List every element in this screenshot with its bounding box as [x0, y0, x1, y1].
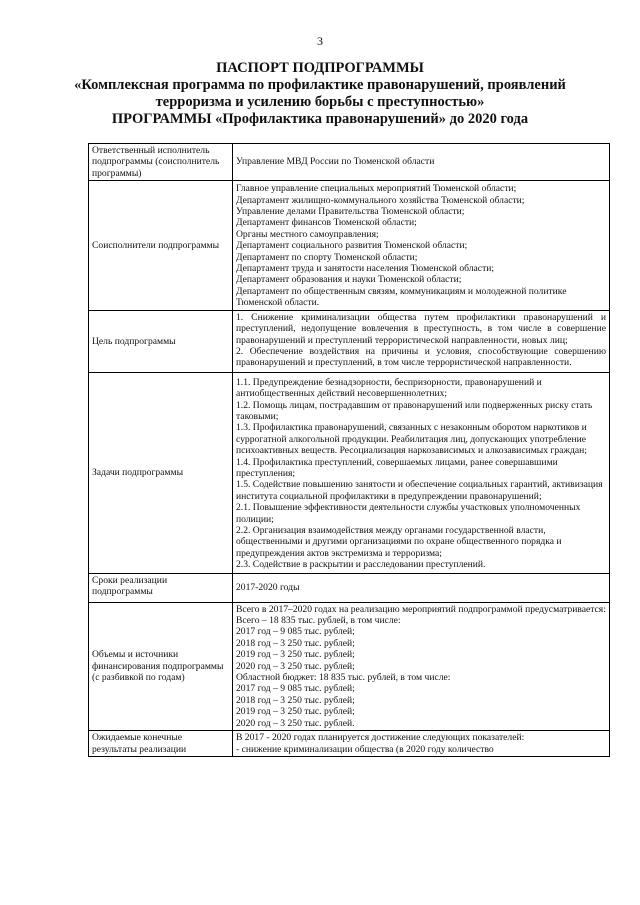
- list-item: 1. Снижение криминализации общества путем профилактики правонарушений и преступлений, недопущение вовлечения в преступность, в том числе в совершение правонарушений и преступлений террористической направленности, новых лиц;: [236, 311, 606, 346]
- label-funding: Объемы и источники финансирования подпрограммы (с разбивкой по годам): [89, 602, 233, 730]
- label-term: Сроки реализации подпрограммы: [89, 573, 233, 602]
- list-item: 2. Обеспечение воздействия на причины и условия, способствующие совершению правонарушений и преступлений, в том числе террористической направленности.: [236, 345, 606, 369]
- value-funding: [233, 602, 610, 730]
- results-line-1: В 2017 - 2020 годах планируется достижение следующих показателей:: [236, 732, 525, 744]
- value-tasks: [233, 372, 610, 573]
- list-item: Органы местного самоуправления;: [236, 228, 379, 240]
- list-item: Главное управление специальных мероприятий Тюменской области;: [236, 183, 517, 195]
- list-item: 1.4. Профилактика преступлений, совершаемых лицами, ранее совершавшими преступления;: [236, 456, 558, 479]
- list-item: 1.3. Профилактика правонарушений, связанных с незаконным оборотом наркотиков и суррогатной алкогольной продукции. Реабилитация лиц, допускающих употребление психоактивных веществ. Ресоциализация наркозависимых и алкозависимых граждан;: [236, 422, 587, 457]
- title-line-1: ПАСПОРТ ПОДПРОГРАММЫ: [216, 60, 424, 76]
- list-item: Департамент труда и занятости населения Тюменской области;: [236, 263, 495, 275]
- list-item: 2019 год – 3 250 тыс. рублей;: [236, 706, 355, 718]
- value-goal: [233, 310, 610, 372]
- page-number: 3: [317, 34, 323, 48]
- funding-regional: Областной бюджет: 18 835 тыс. рублей, в том числе:: [236, 672, 451, 684]
- list-item: 2018 год – 3 250 тыс. рублей;: [236, 637, 355, 649]
- value-term: 2017-2020 годы: [233, 573, 610, 602]
- list-item: Департамент социального развития Тюменской области;: [236, 240, 468, 252]
- list-item: 1.5. Содействие повышению занятости и обеспечение социальных гарантий, активизация института социальной профилактики в предупреждении правонарушений;: [236, 479, 603, 502]
- label-tasks: Задачи подпрограммы: [89, 372, 233, 573]
- table-row-responsible: [89, 144, 610, 181]
- table-row-coexecutors: [89, 181, 610, 310]
- title-line-2: «Комплексная программа по профилактике правонарушений, проявлений: [74, 77, 566, 93]
- passport-table: [88, 143, 610, 757]
- value-coexecutors: [233, 181, 610, 310]
- funding-intro: Всего в 2017–2020 годах на реализацию мероприятий подпрограммой предусматривается:: [236, 603, 606, 615]
- list-item: 1.2. Помощь лицам, пострадавшим от правонарушений или подверженных риску стать таковыми;: [236, 399, 593, 422]
- list-item: Управление делами Правительства Тюменской области;: [236, 206, 465, 218]
- table-row-term: [89, 573, 610, 602]
- label-responsible: Ответственный исполнитель подпрограммы (соисполнитель программы): [89, 144, 233, 181]
- value-responsible: Управление МВД России по Тюменской области: [233, 144, 610, 181]
- list-item: 1.1. Предупреждение безнадзорности, беспризорности, правонарушений и антиобщественных действий несовершеннолетних;: [236, 376, 542, 400]
- funding-total: Всего – 18 835 тыс. рублей, в том числе:: [236, 615, 401, 627]
- label-results: Ожидаемые конечные результаты реализации: [89, 731, 233, 757]
- list-item: 2.3. Содействие в раскрытии и расследовании преступлений.: [236, 559, 486, 571]
- document-title: [60, 60, 580, 128]
- list-item: 2.2. Организация взаимодействия между органами государственной власти, общественными и другими организациями по охране общественного порядка и предупреждения актов экстремизма и терроризма;: [236, 525, 562, 559]
- table-row-tasks: [89, 372, 610, 573]
- list-item: 2017 год – 9 085 тыс. рублей;: [236, 626, 355, 638]
- table-row-funding: [89, 602, 610, 730]
- list-item: 2019 год – 3 250 тыс. рублей;: [236, 649, 355, 661]
- table-row-results: [89, 731, 610, 757]
- list-item: 2.1. Повышение эффективности деятельности службы участковых уполномоченных полиции;: [236, 502, 581, 525]
- list-item: 2018 год – 3 250 тыс. рублей;: [236, 694, 355, 706]
- title-line-4: ПРОГРАММЫ «Профилактика правонарушений» до 2020 года: [111, 111, 529, 127]
- results-line-2: - снижение криминализации общества (в 2020 году количество: [236, 743, 494, 755]
- list-item: 2017 год – 9 085 тыс. рублей;: [236, 683, 355, 695]
- list-item: Департамент по спорту Тюменской области;: [236, 251, 418, 263]
- list-item: Департамент жилищно-коммунального хозяйства Тюменской области;: [236, 194, 525, 206]
- list-item: Департамент по общественным связям, коммуникациям и молодежной политике Тюменской области.: [236, 285, 567, 309]
- list-item: 2020 год – 3 250 тыс. рублей.: [236, 717, 355, 729]
- label-coexecutors: Соисполнители подпрограммы: [89, 181, 233, 310]
- title-line-3: терроризма и усилению борьбы с преступностью»: [155, 94, 485, 110]
- list-item: Департамент финансов Тюменской области;: [236, 217, 417, 229]
- list-item: 2020 год – 3 250 тыс. рублей;: [236, 660, 355, 672]
- list-item: Департамент образования и науки Тюменской области;: [236, 274, 462, 286]
- table-row-goal: [89, 310, 610, 372]
- label-goal: Цель подпрограммы: [89, 310, 233, 372]
- value-results: [233, 731, 610, 757]
